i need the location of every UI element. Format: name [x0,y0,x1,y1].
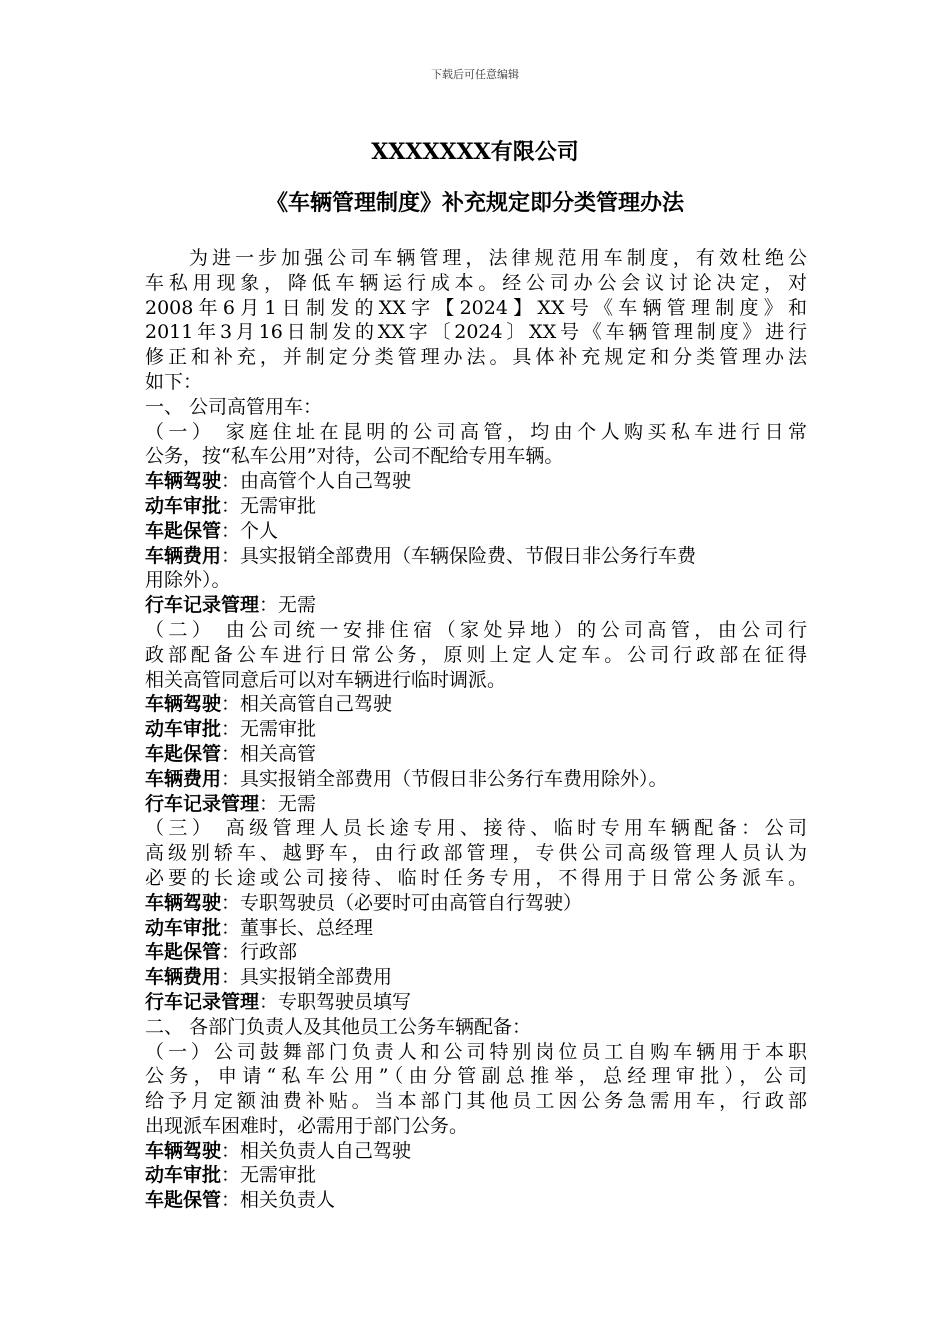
body-line: 2008年6月1日制发的XX字【2024】XX号《车辆管理制度》和 [145,296,807,319]
field-label: 车辆驾驶 [145,693,222,716]
field-label: 车匙保管 [145,1189,222,1212]
field-label: 车辆费用 [145,966,222,989]
field-value: ：行政部 [221,941,298,964]
body-line [145,767,807,792]
body-line: 相关高管同意后可以对车辆进行临时调派。 [145,668,507,691]
field-label: 车匙保管 [145,941,222,964]
body-line [145,544,807,569]
document-title: XXXXXXX有限公司 [371,139,579,165]
field-value: ：专职驾驶员填写 [259,990,412,1013]
body-line: 为进一步加强公司车辆管理，法律规范用车制度，有效杜绝公 [189,247,807,269]
document-subtitle: 《车辆管理制度》补充规定即分类管理办法 [265,190,684,216]
document-body [145,246,807,1213]
body-line [145,1139,807,1164]
body-line: 高级别轿车、越野车，由行政部管理，专供公司高级管理人员认为 [145,842,807,865]
body-line: （二） 由公司统一安排住宿（家处异地）的公司高管，由公司行 [145,618,807,641]
body-line [145,742,807,767]
body-line: 车私用现象，降低车辆运行成本。经公司办公会议讨论决定，对 [145,271,807,294]
body-line [145,593,807,618]
field-value: ：由高管个人自己驾驶 [221,470,412,493]
field-label: 车匙保管 [145,519,222,542]
body-line [145,940,807,965]
field-value: ：具实报销全部费用 [221,966,393,989]
body-line [145,990,807,1015]
body-line: （一） 家庭住址在昆明的公司高管，均由个人购买私车进行日常 [145,420,807,443]
field-label: 车辆驾驶 [145,891,222,914]
body-line [145,965,807,990]
body-line: 修正和补充，并制定分类管理办法。具体补充规定和分类管理办法 [145,346,807,369]
field-value: ：董事长、总经理 [221,916,374,939]
body-line: 一、 公司高管用车： [145,395,323,418]
body-line: 公务，申请“私车公用”（由分管副总推举，总经理审批），公司 [145,1065,807,1088]
field-value: ：无需审批 [221,718,317,741]
field-label: 车辆驾驶 [145,1139,222,1162]
body-line [145,494,807,519]
body-line: 公务，按“私车公用”对待，公司不配给专用车辆。 [145,445,564,468]
field-label: 车辆驾驶 [145,470,222,493]
body-line [145,692,807,717]
body-line: 给予月定额油费补贴。当本部门其他员工因公务急需用车，行政部 [145,1090,807,1113]
body-line: 出现派车困难时，必需用于部门公务。 [145,1114,469,1137]
field-label: 动车审批 [145,916,222,939]
body-line [145,916,807,941]
field-label: 行车记录管理 [145,990,260,1013]
header-note: 下载后可任意编辑 [431,68,519,81]
field-value: ：具实报销全部费用（车辆保险费、节假日非公务行车费 [221,544,697,567]
body-line: 必要的长途或公司接待、临时任务专用，不得用于日常公务派车。 [145,866,807,889]
field-value: ：相关负责人 [221,1189,336,1212]
body-line: （一）公司鼓舞部门负责人和公司特别岗位员工自购车辆用于本职 [145,1040,807,1063]
field-label: 动车审批 [145,718,222,741]
field-label: 动车审批 [145,494,222,517]
body-line [145,891,807,916]
body-line [145,1163,807,1188]
field-value: ：无需 [259,594,317,617]
body-line [145,1188,807,1213]
field-label: 车辆费用 [145,767,222,790]
body-line: 用除外）。 [145,569,231,592]
body-line [145,717,807,742]
field-value: ：相关高管 [221,742,317,765]
body-line: 如下： [145,370,203,393]
field-value: ：专职驾驶员（必要时可由高管自行驾驶） [221,891,583,914]
body-line: 政部配备公车进行日常公务，原则上定人定车。公司行政部在征得 [145,643,807,666]
field-label: 车匙保管 [145,742,222,765]
field-value: ：相关高管自己驾驶 [221,693,393,716]
body-line [145,469,807,494]
body-line: 二、 各部门负责人及其他员工公务车辆配备： [145,1015,532,1038]
field-label: 行车记录管理 [145,792,260,815]
field-label: 行车记录管理 [145,594,260,617]
field-label: 车辆费用 [145,544,222,567]
field-value: ：无需审批 [221,1164,317,1187]
field-value: ：个人 [221,519,279,542]
field-label: 动车审批 [145,1164,222,1187]
field-value: ：无需审批 [221,494,317,517]
body-line [145,519,807,544]
field-value: ：无需 [259,792,317,815]
field-value: ：具实报销全部费用（节假日非公务行车费用除外）。 [221,767,668,790]
body-line: （三） 高级管理人员长途专用、接待、临时专用车辆配备：公司 [145,817,807,840]
body-line [145,792,807,817]
body-line: 2011年3月16日制发的XX字〔2024〕XX号《车辆管理制度》进行 [145,321,807,344]
field-value: ：相关负责人自己驾驶 [221,1139,412,1162]
